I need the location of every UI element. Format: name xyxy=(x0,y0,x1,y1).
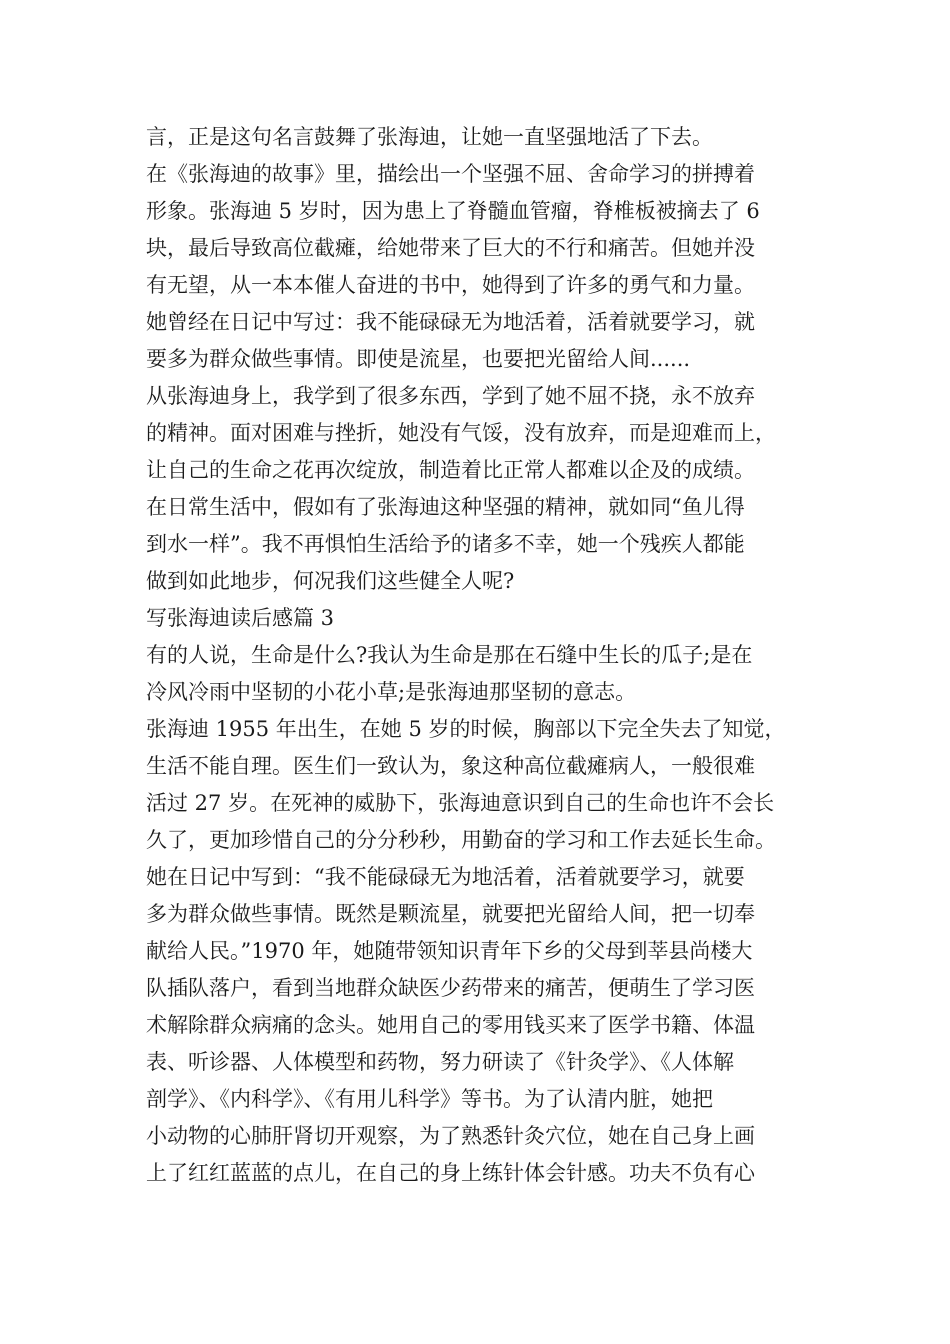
text-line: 要多为群众做些事情。即使是流星，也要把光留给人间...... xyxy=(146,347,691,371)
text-line: 到水一样”。我不再惧怕生活给予的诸多不幸，她一个残疾人都能 xyxy=(146,532,745,556)
text-line: 让自己的生命之花再次绽放，制造着比正常人都难以企及的成绩。 xyxy=(146,458,755,482)
text-line: 冷风冷雨中坚韧的小花小草;是张海迪那坚韧的意志。 xyxy=(146,680,637,704)
text-line: 有无望，从一本本催人奋进的书中，她得到了许多的勇气和力量。 xyxy=(146,273,755,297)
text-line: 她在日记中写到：“我不能碌碌无为地活着，活着就要学习，就要 xyxy=(146,865,745,889)
text-line: 表、听诊器、人体模型和药物，努力研读了《针灸学》、《人体解 xyxy=(146,1050,734,1074)
text-line: 队插队落户，看到当地群众缺医少药带来的痛苦，便萌生了学习医 xyxy=(146,976,755,1000)
text-line: 言，正是这句名言鼓舞了张海迪，让她一直坚强地活了下去。 xyxy=(146,125,713,149)
text-line: 的精神。面对困难与挫折，她没有气馁，没有放弃，而是迎难而上， xyxy=(146,421,776,445)
text-line: 有的人说，生命是什么?我认为生命是那在石缝中生长的瓜子;是在 xyxy=(146,643,753,667)
text-line: 献给人民。”1970 年，她随带领知识青年下乡的父母到莘县尚楼大 xyxy=(146,939,753,963)
text-line: 做到如此地步，何况我们这些健全人呢? xyxy=(146,569,515,593)
text-line: 活过 27 岁。在死神的威胁下，张海迪意识到自己的生命也许不会长 xyxy=(146,791,775,815)
text-line: 在日常生活中，假如有了张海迪这种坚强的精神，就如同“鱼儿得 xyxy=(146,495,745,519)
text-line: 术解除群众病痛的念头。她用自己的零用钱买来了医学书籍、体温 xyxy=(146,1013,755,1037)
text-line: 久了，更加珍惜自己的分分秒秒，用勤奋的学习和工作去延长生命。 xyxy=(146,828,776,852)
text-line: 在《张海迪的故事》里，描绘出一个坚强不屈、舍命学习的拼搏着 xyxy=(146,162,755,186)
text-line: 张海迪 1955 年出生，在她 5 岁的时候，胸部以下完全失去了知觉， xyxy=(146,717,786,741)
text-line: 剖学》、《内科学》、《有用儿科学》等书。为了认清内脏，她把 xyxy=(146,1087,713,1111)
text-line: 生活不能自理。医生们一致认为，象这种高位截瘫病人，一般很难 xyxy=(146,754,755,778)
text-line: 她曾经在日记中写过：我不能碌碌无为地活着，活着就要学习，就 xyxy=(146,310,755,334)
text-line: 小动物的心肺肝肾切开观察，为了熟悉针灸穴位，她在自己身上画 xyxy=(146,1124,755,1148)
document-body xyxy=(146,119,836,1192)
text-line: 上了红红蓝蓝的点儿，在自己的身上练针体会针感。功夫不负有心 xyxy=(146,1161,755,1185)
text-line: 多为群众做些事情。既然是颗流星，就要把光留给人间，把一切奉 xyxy=(146,902,755,926)
text-line: 块，最后导致高位截瘫，给她带来了巨大的不行和痛苦。但她并没 xyxy=(146,236,755,260)
text-line: 形象。张海迪 5 岁时，因为患上了脊髓血管瘤，脊椎板被摘去了 6 xyxy=(146,199,760,223)
text-line: 从张海迪身上，我学到了很多东西，学到了她不屈不挠，永不放弃 xyxy=(146,384,755,408)
section-heading: 写张海迪读后感篇 3 xyxy=(146,606,335,630)
